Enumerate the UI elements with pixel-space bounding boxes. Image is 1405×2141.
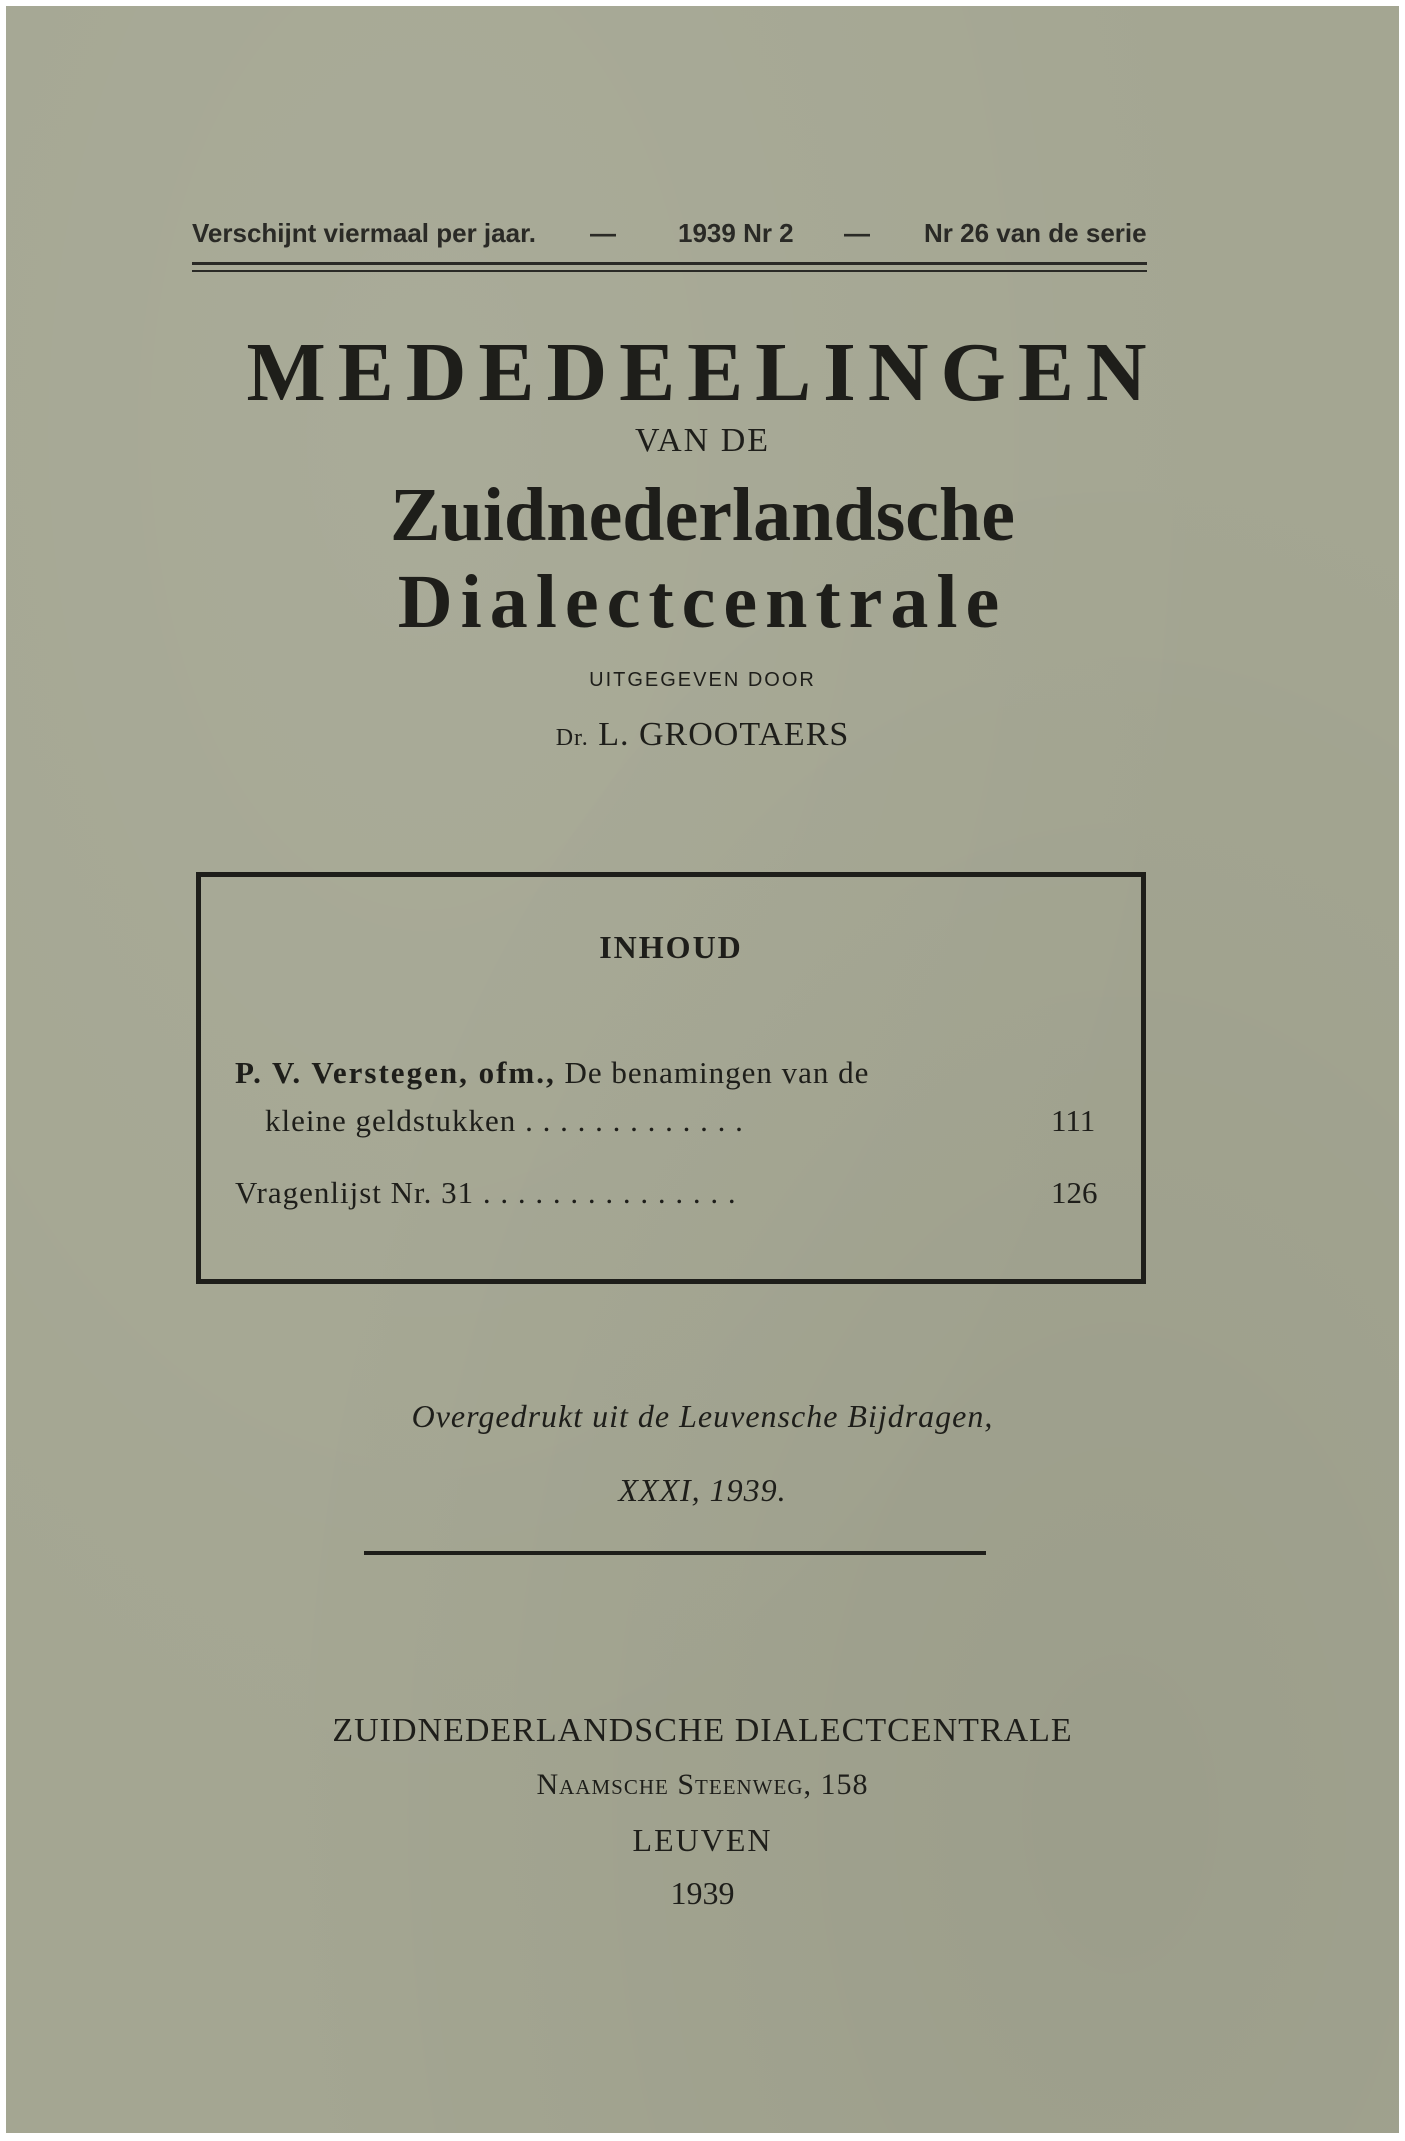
publication-frequency: Verschijnt viermaal per jaar.: [192, 218, 536, 248]
contents-heading: INHOUD: [599, 929, 743, 965]
toc-entry-2: [235, 1175, 737, 1211]
reprint-note: Overgedrukt uit de Leuvensche Bijdragen,: [411, 1398, 994, 1434]
toc-author: P. V. Verstegen, ofm.,: [235, 1055, 556, 1090]
header-dash: —: [844, 218, 870, 248]
section-divider: [364, 1551, 986, 1555]
editor-surname: L. GROOTAERS: [598, 716, 850, 753]
subtitle-van-de: VAN DE: [634, 422, 771, 459]
toc-entry-1-line1: [235, 1055, 869, 1091]
contents-box: [196, 872, 1146, 1284]
toc-leader-dots: . . . . . . . . . . . . .: [525, 1103, 744, 1138]
header-divider: [192, 262, 1147, 272]
organization-title-line2: Dialectcentrale: [397, 560, 1008, 644]
main-title: MEDEDEELINGEN: [246, 326, 1159, 419]
toc-page-number: 111: [1051, 1103, 1096, 1138]
toc-title: Vragenlijst Nr. 31: [235, 1175, 475, 1210]
toc-title: De benamingen van de: [564, 1055, 870, 1090]
booklet-cover: [6, 6, 1399, 2133]
publisher-city: LEUVEN: [632, 1822, 773, 1858]
publication-year: 1939: [670, 1875, 735, 1911]
header-dash: —: [590, 218, 616, 248]
publisher-address: [6, 1768, 1399, 1802]
publisher-street-number: 158: [820, 1768, 869, 1801]
toc-title-continued: kleine geldstukken: [265, 1103, 517, 1138]
series-number: Nr 26 van de serie: [924, 218, 1147, 248]
header-line: [192, 218, 1147, 258]
toc-page-number: 126: [1051, 1175, 1098, 1210]
toc-entry-1-line2: [265, 1103, 744, 1139]
editor-prefix: Dr.: [555, 725, 589, 751]
publisher-street: Naamsche Steenweg,: [536, 1768, 812, 1801]
organization-title-line1: Zuidnederlandsche: [389, 473, 1016, 557]
editor-name: [6, 716, 1399, 754]
publisher-name: ZUIDNEDERLANDSCHE DIALECTCENTRALE: [332, 1712, 1073, 1749]
issue-number: 1939 Nr 2: [678, 218, 794, 248]
published-by-label: UITGEGEVEN DOOR: [589, 669, 816, 691]
reprint-volume: XXXI, 1939.: [618, 1472, 787, 1508]
toc-leader-dots: . . . . . . . . . . . . . . .: [482, 1175, 737, 1210]
